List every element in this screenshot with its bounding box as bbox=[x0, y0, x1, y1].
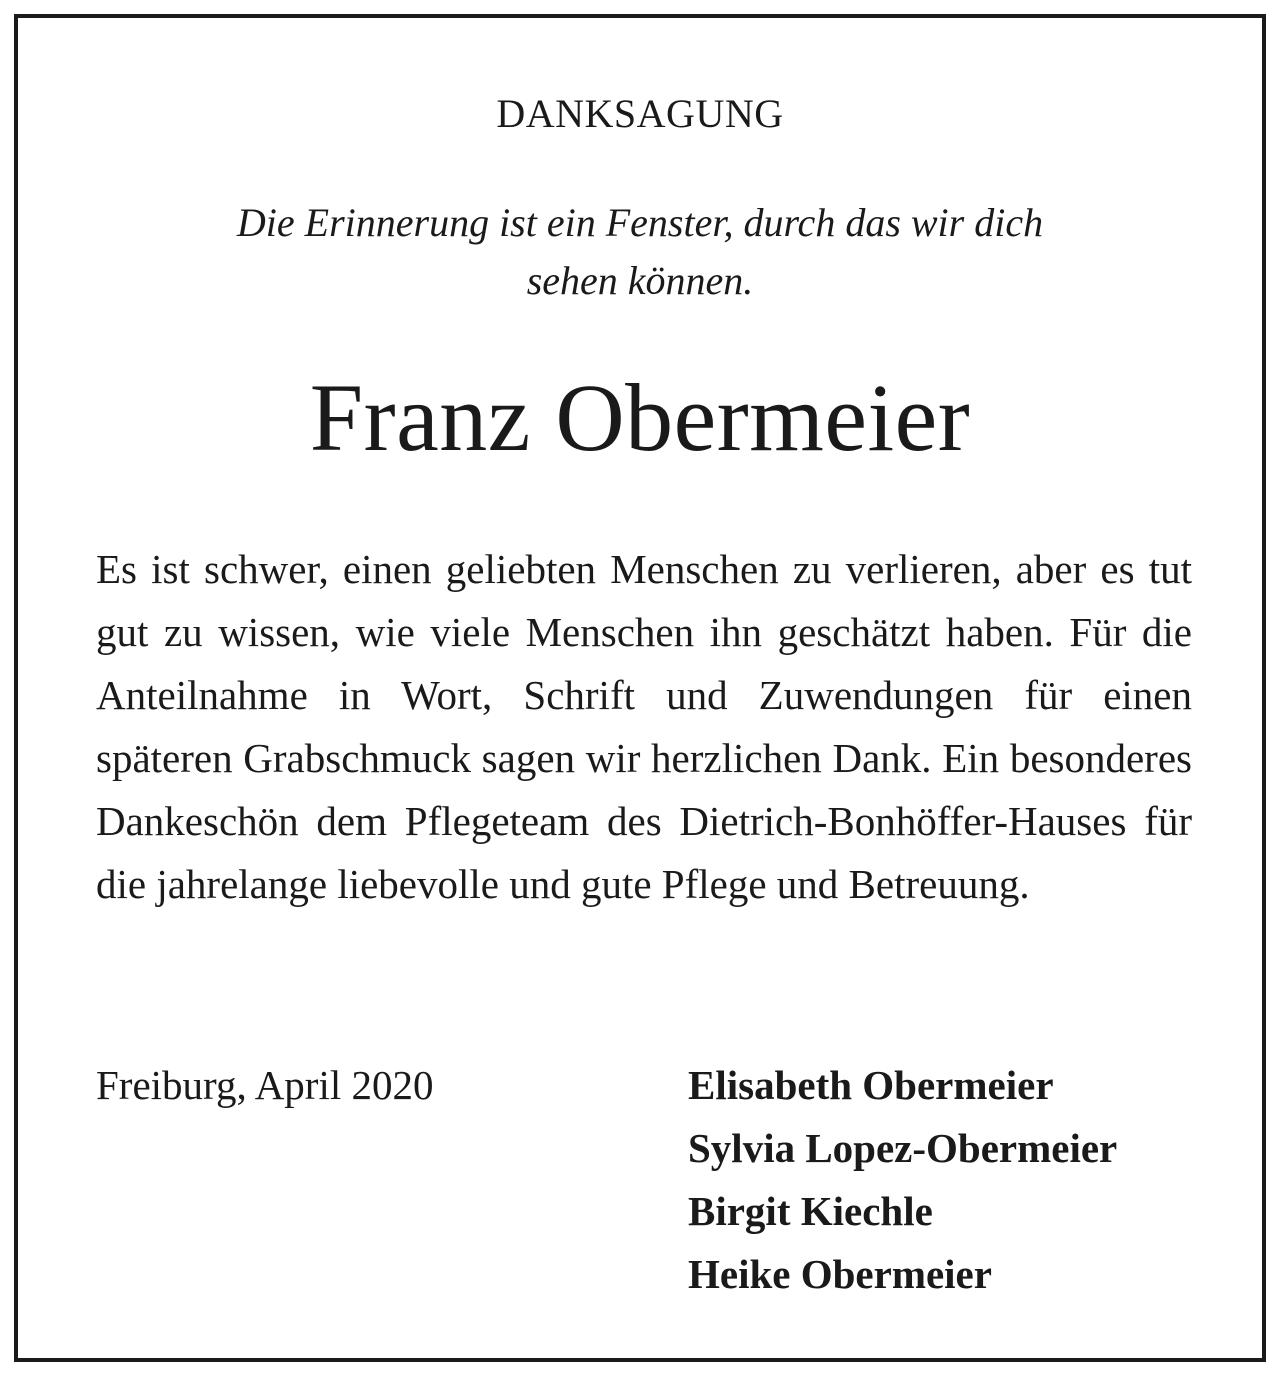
place-and-date: Freiburg, April 2020 bbox=[96, 1062, 434, 1108]
thank-you-text: Es ist schwer, einen geliebten Menschen zu verlieren, aber es tut gut zu wissen, wie viele Menschen ihn geschätzt haben. Für die Anteilnahme in Wort, Schrift und Zuwendungen für einen späteren Grabschmuck sagen wir herzlichen Dank. Ein besonderes Dankeschön dem Pflegeteam des Dietrich-Bonhöffer-Hauses für die jahrelange liebevolle und gute Pflege und Betreuung. bbox=[96, 546, 1192, 907]
quote-line: sehen können. bbox=[526, 258, 754, 303]
signer-name: Birgit Kiechle bbox=[688, 1188, 933, 1234]
memorial-quote bbox=[18, 194, 1262, 310]
notice-heading: DANKSAGUNG bbox=[496, 91, 784, 136]
quote-line: Die Erinnerung ist ein Fenster, durch das wir dich bbox=[236, 200, 1044, 245]
signer-name: Sylvia Lopez-Obermeier bbox=[688, 1125, 1118, 1171]
deceased-name: Franz Obermeier bbox=[309, 364, 971, 471]
signers-list bbox=[688, 1054, 1117, 1306]
signer-name: Elisabeth Obermeier bbox=[688, 1062, 1054, 1108]
signer-name: Heike Obermeier bbox=[688, 1251, 992, 1297]
obituary-notice bbox=[14, 14, 1266, 1362]
